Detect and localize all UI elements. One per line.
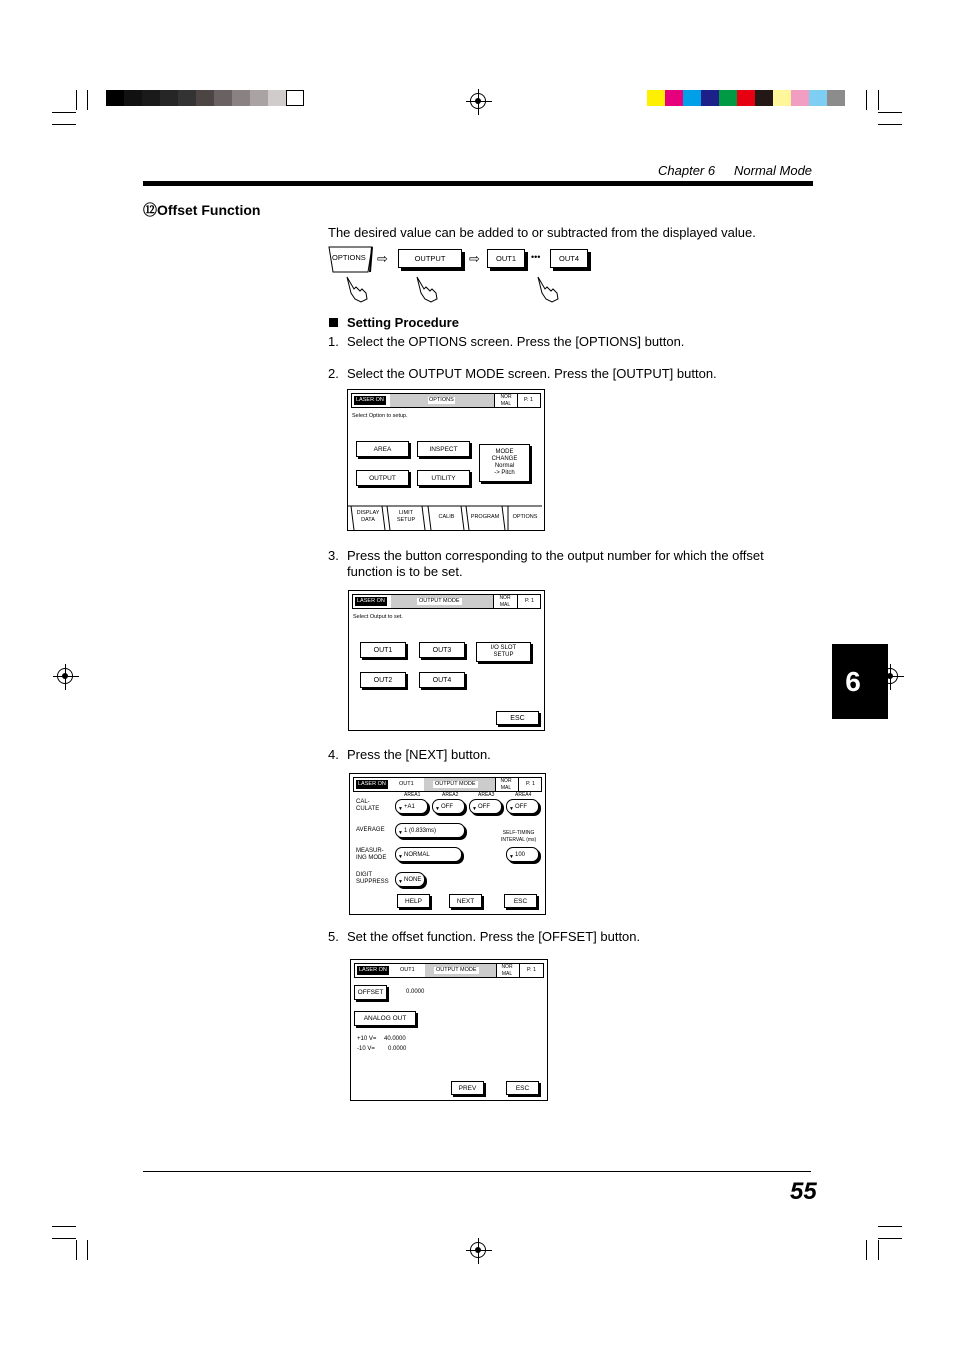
title-bar bbox=[352, 594, 541, 609]
step-number: 5. bbox=[328, 929, 339, 944]
step-number: 1. bbox=[328, 334, 339, 349]
crop-mark bbox=[878, 1240, 879, 1260]
step-text-continued: function is to be set. bbox=[347, 564, 463, 579]
plus10v-value: 40.0000 bbox=[384, 1036, 406, 1042]
hand-pointer-icon bbox=[343, 275, 371, 303]
step-text: Set the offset function. Press the [OFFSET] button. bbox=[347, 929, 641, 944]
step-text: Select the OPTIONS screen. Press the [OPTIONS] button. bbox=[347, 334, 685, 349]
step-number: 4. bbox=[328, 747, 339, 762]
crop-mark bbox=[76, 1240, 77, 1260]
self-timing-label: SELF-TIMING INTERVAL (ms) bbox=[501, 830, 537, 843]
esc-button[interactable]: ESC bbox=[506, 1081, 539, 1095]
arrow-right-icon: ⇨ bbox=[469, 251, 480, 266]
out2-button[interactable]: OUT2 bbox=[360, 672, 406, 688]
mode-change-button[interactable]: MODE CHANGE Normal -> Pitch bbox=[479, 444, 530, 482]
plus10v-label: +10 V= bbox=[357, 1036, 377, 1042]
hand-pointer-icon bbox=[413, 275, 441, 303]
esc-button[interactable]: ESC bbox=[496, 711, 539, 725]
utility-button[interactable]: UTILITY bbox=[417, 470, 470, 486]
intro-text: The desired value can be added to or subtracted from the displayed value. bbox=[328, 225, 756, 240]
chapter-tab bbox=[832, 644, 888, 719]
crop-mark bbox=[52, 1238, 76, 1239]
prompt-text: Select Output to set. bbox=[353, 614, 403, 620]
crop-mark bbox=[52, 112, 76, 113]
flow-out1: OUT1 bbox=[487, 249, 525, 268]
footer-rule bbox=[143, 1171, 811, 1172]
laser-on-indicator: LASER ON bbox=[357, 598, 385, 604]
normal-indicator: NOR MAL bbox=[501, 964, 513, 977]
digit-suppress-select[interactable]: ▼ NONE bbox=[395, 872, 425, 887]
offset-value: 0.0000 bbox=[406, 989, 425, 995]
triangle-down-icon: ▼ bbox=[398, 879, 403, 885]
calculate-area3-select[interactable]: ▼ OFF bbox=[469, 799, 502, 814]
laser-on-indicator: LASER ON bbox=[359, 967, 387, 973]
tab-program[interactable]: PROGRAM bbox=[470, 514, 500, 520]
normal-indicator: NOR MAL bbox=[500, 778, 512, 791]
title-bar bbox=[351, 393, 541, 408]
chapter-tab-number: 6 bbox=[845, 665, 861, 697]
normal-indicator: NOR MAL bbox=[500, 394, 512, 407]
area-label: AREA3 bbox=[478, 792, 495, 798]
crop-mark bbox=[87, 90, 88, 110]
calculate-area2-select[interactable]: ▼ OFF bbox=[432, 799, 465, 814]
arrow-right-icon: ⇨ bbox=[377, 251, 388, 266]
offset-screen bbox=[350, 959, 548, 1101]
section-number: ⑫ bbox=[143, 202, 157, 218]
crop-mark bbox=[878, 1238, 902, 1239]
prompt-text: Select Option to setup. bbox=[352, 413, 408, 419]
area-label: AREA4 bbox=[515, 792, 532, 798]
registration-mark-icon bbox=[470, 1242, 486, 1258]
triangle-down-icon: ▼ bbox=[509, 806, 514, 812]
step-number: 3. bbox=[328, 548, 339, 563]
out-indicator: OUT1 bbox=[400, 967, 415, 973]
crop-mark bbox=[878, 112, 902, 113]
next-button[interactable]: NEXT bbox=[449, 894, 482, 908]
screen-title: OUTPUT MODE bbox=[419, 598, 460, 604]
crop-mark bbox=[878, 124, 902, 125]
bullet-square-icon bbox=[329, 318, 338, 327]
triangle-down-icon: ▼ bbox=[398, 830, 403, 836]
tab-options[interactable]: OPTIONS bbox=[512, 514, 538, 520]
title-bar bbox=[353, 777, 542, 792]
prev-button[interactable]: PREV bbox=[451, 1081, 484, 1095]
triangle-down-icon: ▼ bbox=[472, 806, 477, 812]
procedure-title: Setting Procedure bbox=[347, 315, 459, 330]
crop-mark bbox=[52, 1226, 76, 1227]
inspect-button[interactable]: INSPECT bbox=[417, 441, 470, 457]
hand-pointer-icon bbox=[534, 275, 562, 303]
title-bar bbox=[354, 963, 544, 978]
crop-mark bbox=[866, 90, 867, 110]
laser-on-indicator: LASER ON bbox=[358, 781, 386, 787]
header-rule bbox=[143, 181, 813, 186]
step-text: Select the OUTPUT MODE screen. Press the [OUTPUT] button. bbox=[347, 366, 717, 381]
crop-mark bbox=[866, 1240, 867, 1260]
normal-indicator: NOR MAL bbox=[499, 595, 511, 608]
tab-display-data[interactable]: DISPLAY DATA bbox=[356, 510, 380, 523]
io-slot-setup-button[interactable]: I/O SLOT SETUP bbox=[476, 642, 531, 662]
analog-out-button[interactable]: ANALOG OUT bbox=[354, 1011, 416, 1026]
step-text: Press the button corresponding to the output number for which the offset bbox=[347, 548, 764, 563]
registration-mark-icon bbox=[470, 93, 486, 109]
area-label: AREA2 bbox=[442, 792, 459, 798]
page-indicator: P. 1 bbox=[524, 397, 534, 403]
output-mode-screen bbox=[348, 590, 545, 731]
chapter-label: Chapter 6 bbox=[658, 163, 716, 178]
area-button[interactable]: AREA bbox=[356, 441, 409, 457]
options-screen bbox=[347, 389, 545, 531]
triangle-down-icon: ▼ bbox=[509, 854, 514, 860]
crop-mark bbox=[87, 1240, 88, 1260]
minus10v-label: -10 V= bbox=[357, 1046, 375, 1052]
page-indicator: P. 1 bbox=[526, 781, 536, 787]
calculate-area4-select[interactable]: ▼ OFF bbox=[506, 799, 539, 814]
laser-on-indicator: LASER ON bbox=[356, 397, 384, 403]
measuring-mode-select[interactable]: ▼ NORMAL bbox=[395, 847, 462, 862]
offset-button[interactable]: OFFSET bbox=[354, 985, 387, 1000]
out-indicator: OUT1 bbox=[399, 781, 414, 787]
triangle-down-icon: ▼ bbox=[435, 806, 440, 812]
tab-calib[interactable]: CALIB bbox=[438, 514, 455, 520]
tab-limit-setup[interactable]: LIMIT SETUP bbox=[396, 510, 416, 523]
page-indicator: P. 1 bbox=[525, 598, 535, 604]
calculate-area1-select[interactable]: ▼ +A1 bbox=[395, 799, 428, 814]
average-label: AVERAGE bbox=[356, 827, 385, 833]
help-button[interactable]: HELP bbox=[397, 894, 430, 908]
minus10v-value: 0.0000 bbox=[388, 1046, 407, 1052]
out3-button[interactable]: OUT3 bbox=[419, 642, 465, 658]
out1-output-mode-screen bbox=[349, 773, 546, 915]
self-timing-select[interactable]: ▼ 100 bbox=[506, 847, 539, 862]
step-number: 2. bbox=[328, 366, 339, 381]
crop-mark bbox=[76, 90, 77, 110]
output-button[interactable]: OUTPUT bbox=[356, 470, 409, 486]
triangle-down-icon: ▼ bbox=[398, 806, 403, 812]
screen-title: OUTPUT MODE bbox=[435, 781, 476, 787]
digit-suppress-label: DIGIT SUPPRESS bbox=[356, 872, 389, 885]
section-title-text: Offset Function bbox=[157, 202, 261, 218]
triangle-down-icon: ▼ bbox=[398, 854, 403, 860]
page-number: 55 bbox=[790, 1178, 817, 1205]
screen-title: OUTPUT MODE bbox=[436, 967, 477, 973]
section-title bbox=[143, 200, 260, 220]
measuring-mode-label: MEASUR- ING MODE bbox=[356, 848, 387, 861]
crop-mark bbox=[52, 124, 76, 125]
flow-options: OPTIONS bbox=[332, 253, 366, 262]
mode-label: Normal Mode bbox=[734, 163, 813, 178]
flow-out4: OUT4 bbox=[550, 249, 588, 268]
calculate-label: CAL- CULATE bbox=[356, 799, 380, 812]
flow-output: OUTPUT bbox=[398, 249, 462, 268]
page-indicator: P. 1 bbox=[527, 967, 537, 973]
flow-dots: ••• bbox=[531, 252, 541, 262]
crop-mark bbox=[878, 1226, 902, 1227]
screen-title: OPTIONS bbox=[429, 397, 454, 403]
out1-button[interactable]: OUT1 bbox=[360, 642, 406, 658]
registration-mark-icon bbox=[57, 668, 73, 684]
area-label: AREA1 bbox=[404, 792, 421, 798]
esc-button[interactable]: ESC bbox=[504, 894, 537, 908]
crop-mark bbox=[878, 90, 879, 110]
out4-button[interactable]: OUT4 bbox=[419, 672, 465, 688]
average-select[interactable]: ▼ 1 (0.833ms) bbox=[395, 823, 465, 838]
step-text: Press the [NEXT] button. bbox=[347, 747, 491, 762]
